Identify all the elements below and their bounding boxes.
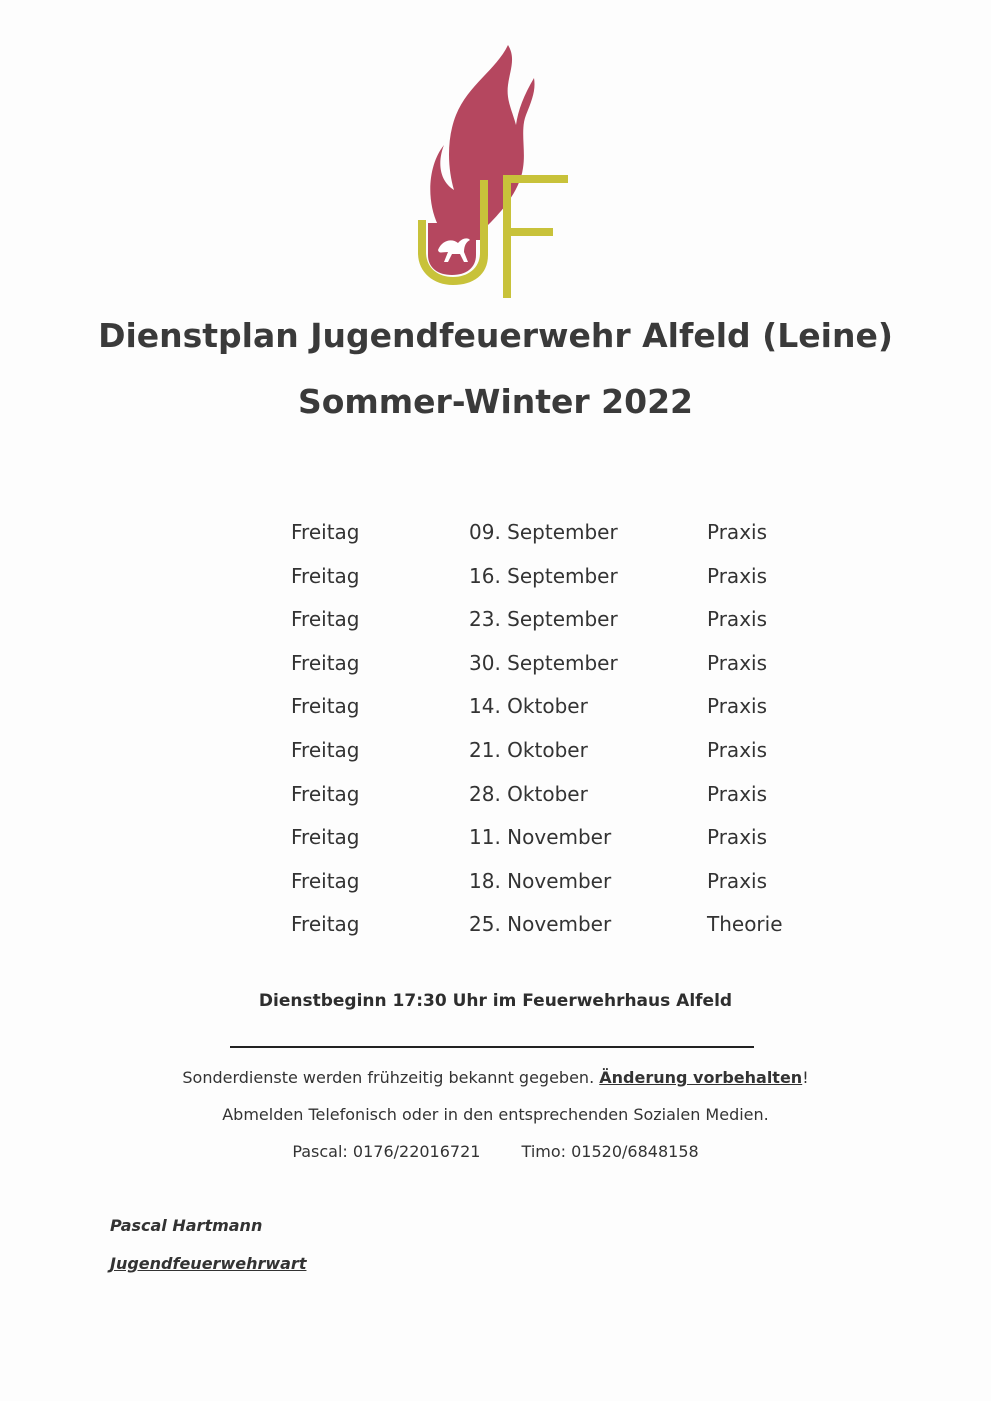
schedule-row [0, 861, 991, 905]
schedule-type: Praxis [707, 694, 767, 719]
schedule-row [0, 556, 991, 600]
notice-signoff: Abmelden Telefonisch oder in den entsprechenden Sozialen Medien. [222, 1105, 769, 1124]
schedule-day: Freitag [291, 520, 360, 544]
schedule-row [0, 643, 991, 687]
schedule-date: 25. November [469, 912, 612, 937]
schedule-date: 18. November [469, 868, 612, 893]
start-time-info: Dienstbeginn 17:30 Uhr im Feuerwehrhaus Alfeld [258, 991, 733, 1011]
schedule-row [0, 730, 991, 774]
page-title: Dienstplan Jugendfeuerwehr Alfeld (Leine) [98, 316, 893, 355]
schedule-day: Freitag [291, 563, 360, 588]
schedule-row [0, 512, 991, 556]
jugendfeuerwehr-logo [408, 40, 583, 305]
schedule-date: 28. Oktober [469, 781, 588, 806]
schedule-type: Praxis [707, 520, 767, 544]
schedule-row [0, 904, 991, 948]
divider-line [230, 1046, 754, 1048]
schedule-type: Praxis [707, 825, 767, 850]
schedule-day: Freitag [291, 607, 360, 632]
schedule-day: Freitag [291, 694, 360, 719]
schedule-day: Freitag [291, 912, 360, 937]
signature-role: Jugendfeuerwehrwart [110, 1254, 307, 1273]
schedule-row [0, 599, 991, 643]
notice-end: ! [802, 1068, 809, 1087]
schedule-day: Freitag [291, 650, 360, 675]
schedule-date: 09. September [469, 520, 618, 544]
notice-special-duties [0, 1068, 991, 1087]
schedule-type: Praxis [707, 781, 767, 806]
schedule-date: 23. September [469, 607, 618, 632]
notice-text: Sonderdienste werden frühzeitig bekannt gegeben. [182, 1068, 600, 1087]
contact-pascal: Pascal: 0176/22016721 [292, 1142, 481, 1161]
schedule-row [0, 817, 991, 861]
signature-name: Pascal Hartmann [110, 1216, 263, 1235]
schedule-type: Theorie [707, 912, 783, 937]
schedule-type: Praxis [707, 737, 767, 762]
schedule-date: 30. September [469, 650, 618, 675]
contact-line [0, 1142, 991, 1161]
schedule-day: Freitag [291, 737, 360, 762]
schedule-day: Freitag [291, 868, 360, 893]
schedule-type: Praxis [707, 868, 767, 893]
schedule-type: Praxis [707, 607, 767, 632]
notice-emphasis: Änderung vorbehalten [599, 1068, 803, 1087]
contact-timo: Timo: 01520/6848158 [521, 1142, 699, 1161]
schedule-type: Praxis [707, 650, 767, 675]
schedule-table [0, 512, 991, 948]
schedule-row [0, 686, 991, 730]
schedule-day: Freitag [291, 825, 360, 850]
schedule-type: Praxis [707, 563, 767, 588]
schedule-date: 11. November [469, 825, 612, 850]
page-subtitle: Sommer-Winter 2022 [297, 382, 694, 421]
schedule-row [0, 774, 991, 818]
schedule-date: 16. September [469, 563, 618, 588]
schedule-day: Freitag [291, 781, 360, 806]
schedule-date: 21. Oktober [469, 737, 588, 762]
schedule-date: 14. Oktober [469, 694, 588, 719]
